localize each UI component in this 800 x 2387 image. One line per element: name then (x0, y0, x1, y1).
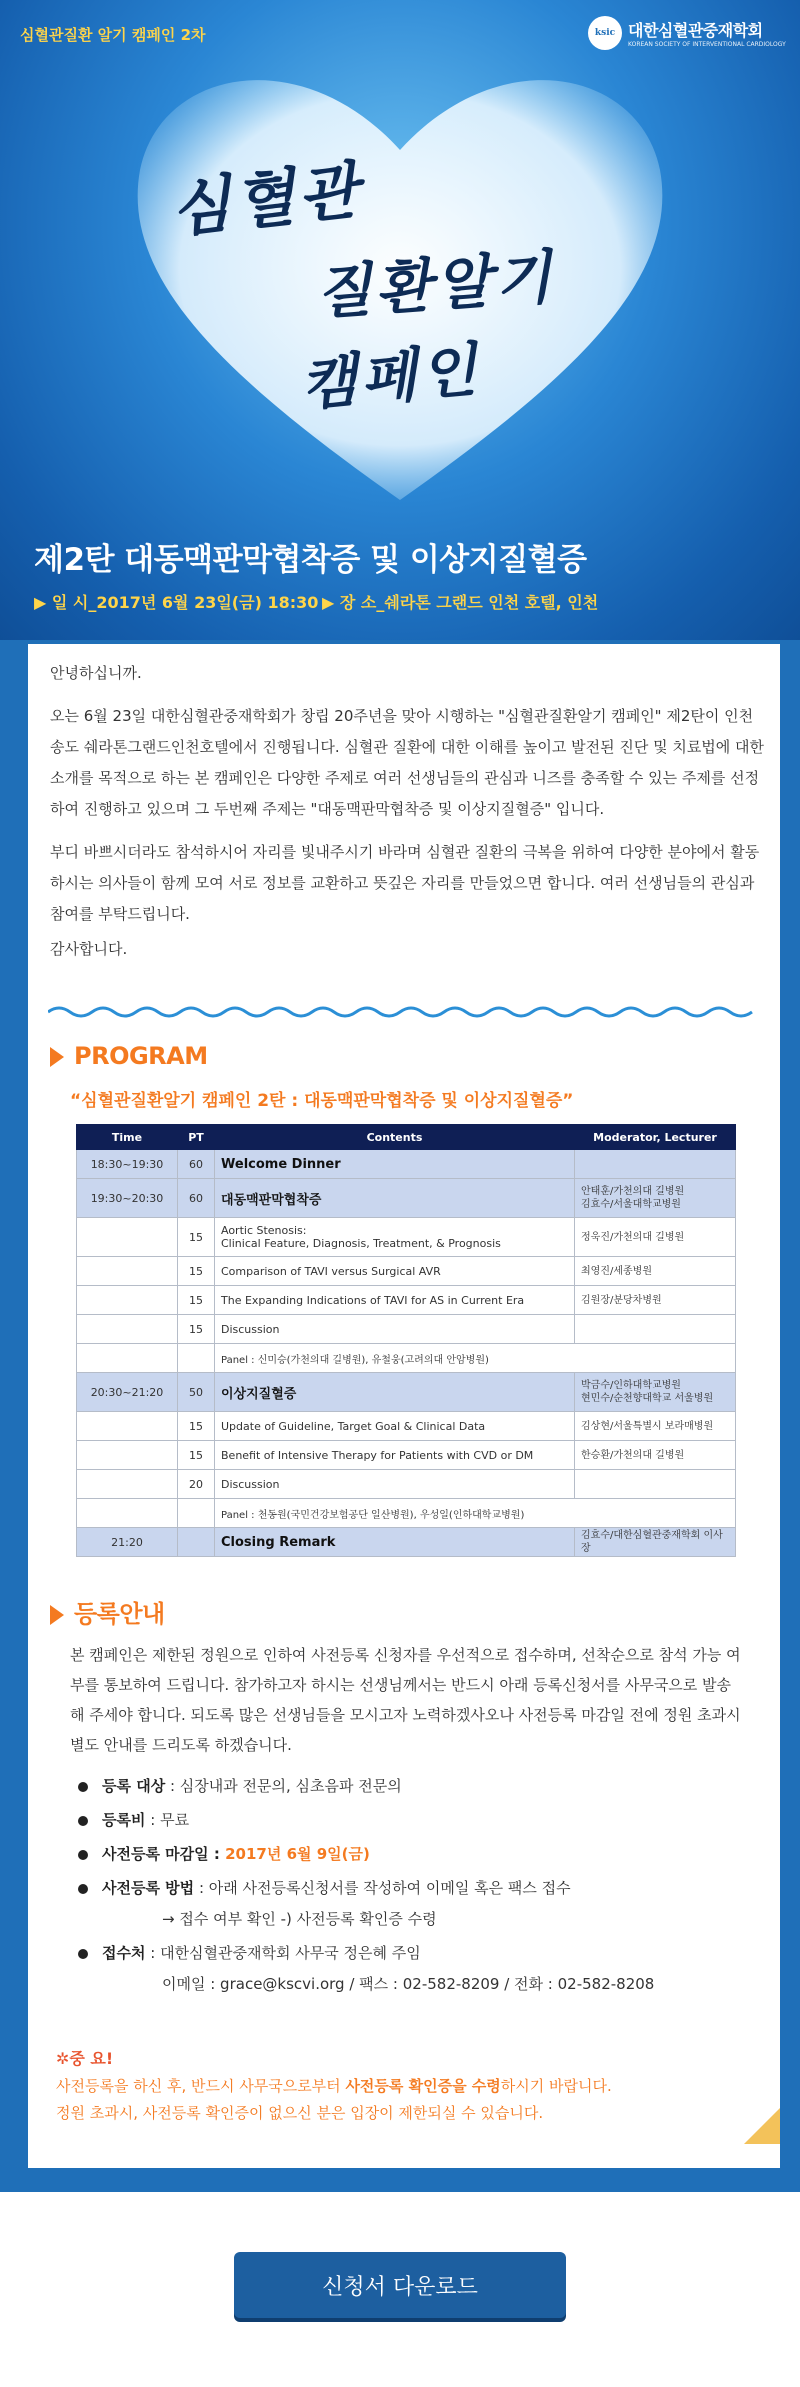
greeting: 안녕하십니까. (50, 664, 142, 682)
download-form-button[interactable]: 신청서 다운로드 (234, 2252, 566, 2318)
cell-time (77, 1315, 178, 1344)
table-row (77, 1470, 736, 1499)
cell-pt (178, 1528, 215, 1557)
reg-method-next: → 접수 여부 확인 -) 사전등록 확인증 수령 (162, 1910, 437, 1928)
cell-pt: 15 (178, 1412, 215, 1441)
reg-fee: 등록비 : 무료 (70, 1808, 750, 1833)
bullet-icon (78, 1816, 88, 1826)
cell-mod (575, 1470, 736, 1499)
calligraphy-line-1: 심혈관 (167, 153, 366, 246)
cell-pt: 15 (178, 1441, 215, 1470)
cell-content: Closing Remark (215, 1528, 575, 1557)
cell-pt: 15 (178, 1315, 215, 1344)
cell-time (77, 1499, 178, 1528)
cell-mod: 김상현/서울특별시 보라매병원 (575, 1412, 736, 1441)
cell-time: 21:20 (77, 1528, 178, 1557)
cell-pt: 15 (178, 1218, 215, 1257)
bullet-icon (78, 1884, 88, 1894)
cell-time (77, 1218, 178, 1257)
thanks: 감사합니다. (50, 940, 128, 958)
calligraphy-line-2: 질환알기 (313, 242, 558, 328)
cell-content: 대동맥판막협착증 (215, 1179, 575, 1218)
cell-time (77, 1441, 178, 1470)
col-pt: PT (178, 1125, 215, 1150)
cell-pt (178, 1344, 215, 1373)
cell-time (77, 1344, 178, 1373)
society-logo (588, 16, 786, 50)
cell-time: 18:30~19:30 (77, 1150, 178, 1179)
intro-paragraph-2: 부디 바쁘시더라도 참석하시어 자리를 빛내주시기 바라며 심혈관 질환의 극복을 위하여 다양한 분야에서 활동하시는 의사들이 함께 모여 서로 정보를 교환하고 뜻깊은 자리를 만들었으면 합니다. 여러 선생님들의 관심과 참여를 부탁드립니다. (50, 843, 760, 923)
table-row (77, 1412, 736, 1441)
reg-contact-detail: 이메일 : grace@kscvi.org / 팩스 : 02-582-8209 / 전화 : 02-582-8208 (162, 1975, 655, 1993)
cell-time (77, 1286, 178, 1315)
society-name-en: KOREAN SOCIETY OF INTERVENTIONAL CARDIOLOGY (628, 41, 786, 48)
important-notice (56, 2046, 612, 2127)
cell-pt: 50 (178, 1373, 215, 1412)
cell-content: The Expanding Indications of TAVI for AS in Current Era (215, 1286, 575, 1315)
calligraphy-line-3: 캠페인 (297, 335, 484, 419)
notice-heading: ✲중 요! (56, 2049, 114, 2068)
cell-content: Panel : 신미승(가천의대 길병원), 유철웅(고려의대 안암병원) (215, 1344, 736, 1373)
col-contents: Contents (215, 1125, 575, 1150)
cell-content: Update of Guideline, Target Goal & Clinical Data (215, 1412, 575, 1441)
notice-text: 사전등록을 하신 후, 반드시 사무국으로부터 사전등록 확인증을 수령하시기 바랍니다. 정원 초과시, 사전등록 확인증이 없으신 분은 입장이 제한되실 수 있습니다. (56, 2077, 612, 2122)
table-header-row (77, 1125, 736, 1150)
reg-deadline: 사전등록 마감일 : 2017년 6월 9일(금) (70, 1842, 750, 1867)
cell-pt: 20 (178, 1470, 215, 1499)
cell-mod (575, 1150, 736, 1179)
event-title: 제2탄 대동맥판막협착증 및 이상지질혈증 (34, 542, 587, 578)
table-row (77, 1528, 736, 1557)
program-subtitle: “심혈관질환알기 캠페인 2탄 : 대동맥판막협착증 및 이상지질혈증” (70, 1091, 574, 1111)
society-name: 대한심혈관중재학회 (628, 21, 763, 40)
cell-content: Benefit of Intensive Therapy for Patients with CVD or DM (215, 1441, 575, 1470)
table-row (77, 1373, 736, 1412)
cell-time: 20:30~21:20 (77, 1373, 178, 1412)
cell-content: 이상지질혈증 (215, 1373, 575, 1412)
cell-content: Aortic Stenosis: Clinical Feature, Diagnosis, Treatment, & Prognosis (215, 1218, 575, 1257)
society-seal-icon: ksic (588, 16, 622, 50)
cell-pt: 15 (178, 1286, 215, 1315)
cell-mod: 최영진/세종병원 (575, 1257, 736, 1286)
col-time: Time (77, 1125, 178, 1150)
cell-time (77, 1470, 178, 1499)
program-table (76, 1124, 736, 1557)
cell-mod: 박금수/인하대학교병원 현민수/순천향대학교 서울병원 (575, 1373, 736, 1412)
program-heading: PROGRAM (50, 1042, 208, 1070)
table-row (77, 1150, 736, 1179)
table-row (77, 1257, 736, 1286)
cell-mod (575, 1315, 736, 1344)
cell-time (77, 1412, 178, 1441)
cell-content: Discussion (215, 1315, 575, 1344)
col-moderator: Moderator, Lecturer (575, 1125, 736, 1150)
cell-pt: 60 (178, 1179, 215, 1218)
cell-time (77, 1257, 178, 1286)
cell-mod: 한승환/가천의대 길병원 (575, 1441, 736, 1470)
intro-paragraph-1: 오는 6월 23일 대한심혈관중재학회가 창립 20주년을 맞아 시행하는 "심혈관질환알기 캠페인" 제2탄이 인천 송도 쉐라톤그랜드인천호텔에서 진행됩니다. 심혈관 질환에 대한 이해를 높이고 발전된 진단 및 치료법에 대한 소개를 목적으로 하는 본 캠페인은 다양한 주제로 여러 선생님들의 관심과 니즈를 충족할 수 있는 주제를 선정하여 진행하고 있으며 그 두번째 주제는 "대동맥판막협착증 및 이상지질혈증" 입니다. (50, 707, 765, 818)
cell-content: Comparison of TAVI versus Surgical AVR (215, 1257, 575, 1286)
registration-heading: 등록안내 (50, 1594, 165, 1629)
registration-section (70, 1640, 750, 1997)
cell-mod: 김효수/대한심혈관중재학회 이사장 (575, 1528, 736, 1557)
table-row (77, 1315, 736, 1344)
cell-pt (178, 1499, 215, 1528)
table-row (77, 1499, 736, 1528)
reg-method: 사전등록 방법 : 아래 사전등록신청서를 작성하여 이메일 혹은 팩스 접수 → 접수 여부 확인 -) 사전등록 확인증 수령 (70, 1876, 750, 1932)
event-venue: ▶ 장 소_쉐라톤 그랜드 인천 호텔, 인천 (322, 593, 599, 612)
cell-mod: 김원장/분당차병원 (575, 1286, 736, 1315)
campaign-tagline: 심혈관질환 알기 캠페인 2차 (20, 26, 206, 44)
cell-time: 19:30~20:30 (77, 1179, 178, 1218)
wave-divider (48, 1004, 760, 1020)
bullet-icon (78, 1949, 88, 1959)
cell-mod: 안태훈/가천의대 길병원 김효수/서울대학교병원 (575, 1179, 736, 1218)
registration-paragraph: 본 캠페인은 제한된 정원으로 인하여 사전등록 신청자를 우선적으로 접수하며, 선착순으로 참석 가능 여부를 통보하여 드립니다. 참가하고자 하시는 선생님께서는 반드시 아래 등록신청서를 사무국으로 발송해 주세야 합니다. 되도록 많은 선생님들을 모시고자 노력하겠사오나 사전등록 마감일 전에 정원 초과시 별도 안내를 드리도록 하겠습니다. (70, 1646, 741, 1754)
event-date: ▶ 일 시_2017년 6월 23일(금) 18:30 (34, 593, 319, 612)
reg-target: 등록 대상 : 심장내과 전문의, 심초음파 전문의 (70, 1774, 750, 1799)
bullet-icon (78, 1850, 88, 1860)
cell-mod: 정욱진/가천의대 길병원 (575, 1218, 736, 1257)
table-row (77, 1218, 736, 1257)
table-body (77, 1150, 736, 1557)
reg-contact: 접수처 : 대한심혈관중재학회 사무국 정은혜 주임 이메일 : grace@kscvi.org / 팩스 : 02-582-8209 / 전화 : 02-582-8208 (70, 1941, 750, 1997)
table-row (77, 1179, 736, 1218)
table-row (77, 1286, 736, 1315)
cell-pt: 60 (178, 1150, 215, 1179)
bullet-icon (78, 1782, 88, 1792)
intro-letter (50, 658, 765, 969)
cell-content: Welcome Dinner (215, 1150, 575, 1179)
cell-content: Panel : 천동원(국민건강보험공단 일산병원), 우성일(인하대학교병원) (215, 1499, 736, 1528)
triangle-marker-icon (50, 1605, 64, 1625)
page-fold-corner (744, 2108, 780, 2144)
table-row (77, 1344, 736, 1373)
hero-banner (0, 0, 800, 640)
cell-content: Discussion (215, 1470, 575, 1499)
cell-pt: 15 (178, 1257, 215, 1286)
table-row (77, 1441, 736, 1470)
triangle-marker-icon (50, 1047, 64, 1067)
